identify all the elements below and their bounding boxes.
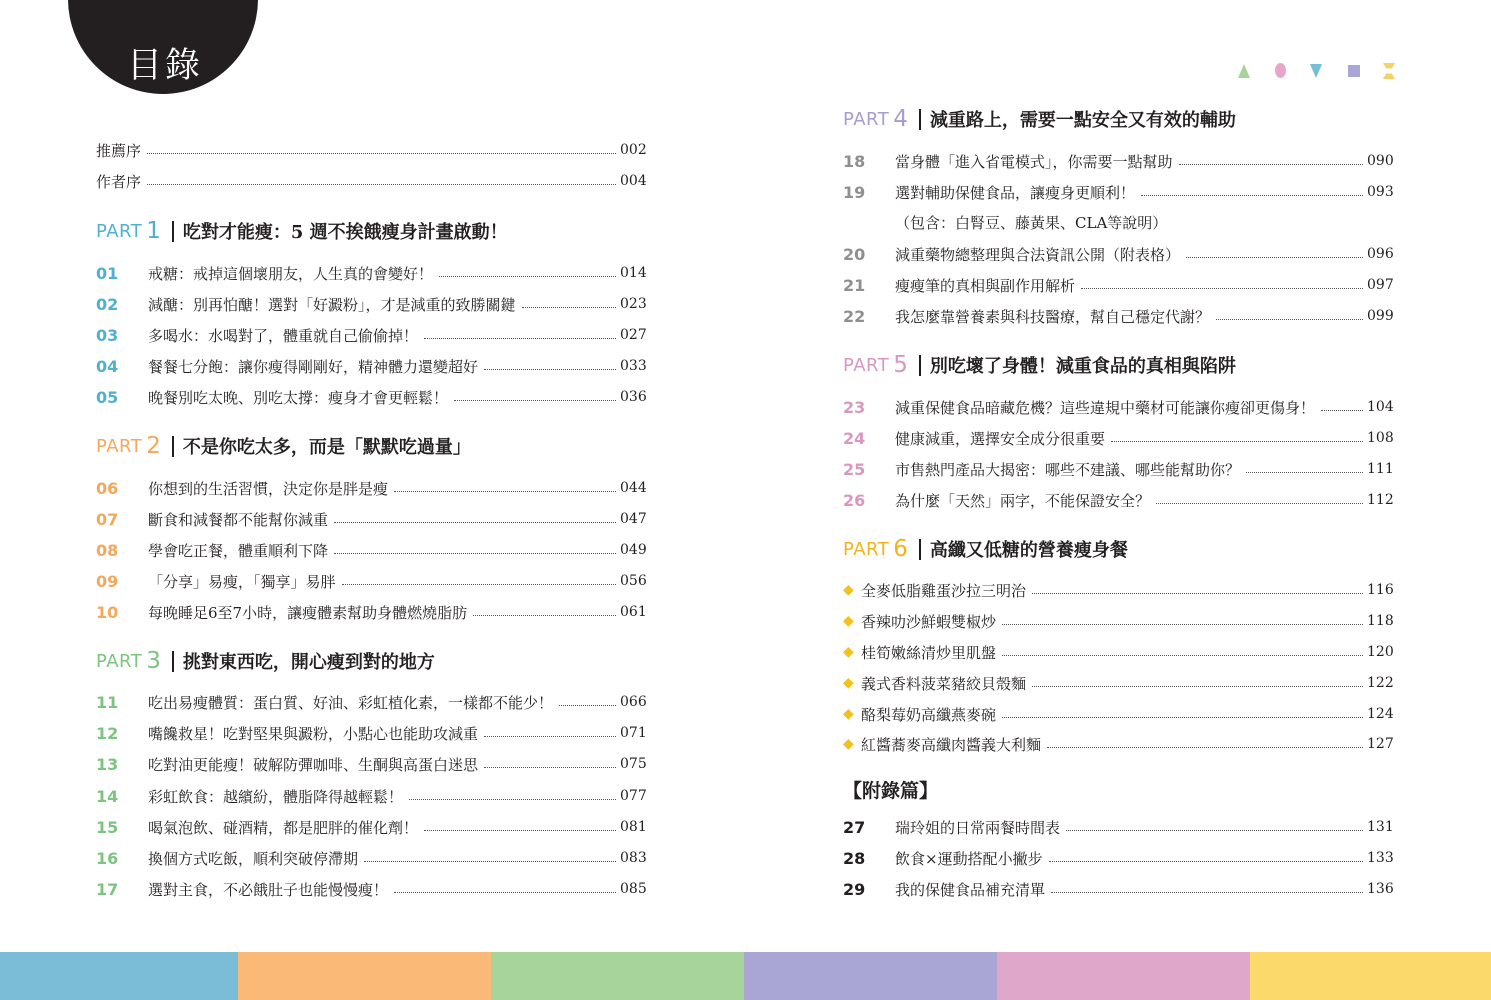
page-number: 131	[1367, 819, 1394, 835]
entry-title: 減重藥物總整理與合法資訊公開（附表格）	[895, 245, 1181, 264]
appendix-heading[interactable]: 【附錄篇】	[843, 779, 939, 802]
chapter-number: 22	[843, 306, 866, 326]
toc-entry[interactable]	[843, 875, 1393, 903]
chapter-number: 13	[96, 754, 119, 774]
leader-dots	[334, 522, 616, 523]
chapter-number: 07	[96, 509, 119, 529]
leader-dots	[1049, 861, 1363, 862]
page-number: 111	[1367, 461, 1394, 477]
chapter-number: 14	[96, 786, 119, 806]
toc-entry[interactable]	[96, 567, 646, 595]
page-number: 104	[1367, 399, 1394, 415]
leader-dots	[334, 553, 616, 554]
leader-dots	[1051, 892, 1363, 893]
chapter-number: 21	[843, 275, 866, 295]
part-4-heading[interactable]	[843, 102, 1393, 136]
entry-title: 每晚睡足6至7小時，讓瘦體素幫助身體燃燒脂肪	[148, 603, 468, 622]
chapter-number: 29	[843, 879, 866, 899]
entry-title: 學會吃正餐，體重順利下降	[148, 541, 329, 560]
page-number: 033	[620, 358, 647, 374]
part-title: 挑對東西吃，開心瘦到對的地方	[182, 652, 435, 673]
entry-title: 作者序	[96, 172, 142, 191]
chapter-number: 03	[96, 325, 119, 345]
part-label: PART	[96, 650, 143, 672]
part-number: 3	[146, 648, 161, 674]
leader-dots	[1081, 288, 1363, 289]
chapter-number: 16	[96, 848, 119, 868]
part-title: 減重路上，需要一點安全又有效的輔助	[929, 110, 1236, 131]
leader-dots	[147, 184, 616, 185]
toc-entry[interactable]	[96, 750, 646, 778]
leader-dots	[1047, 747, 1363, 748]
chapter-number: 18	[843, 151, 866, 171]
entry-title: 健康減重，選擇安全成分很重要	[895, 429, 1106, 448]
page-number: 124	[1367, 706, 1394, 722]
entry-title: 香辣叻沙鮮蝦雙椒炒	[861, 612, 997, 631]
leader-dots	[473, 615, 616, 616]
chapter-number: 19	[843, 182, 866, 202]
page-number: 047	[620, 511, 647, 527]
toc-entry[interactable]	[96, 352, 646, 380]
entry-title: 喝氣泡飲、碰酒精，都是肥胖的催化劑！	[148, 818, 419, 837]
part-2-heading[interactable]	[96, 429, 646, 463]
page-number: 133	[1367, 850, 1394, 866]
page-number: 049	[620, 542, 647, 558]
part-1-heading[interactable]	[96, 214, 646, 248]
leader-dots	[1002, 624, 1363, 625]
toc-entry[interactable]	[96, 259, 646, 287]
part-title: 吃對才能瘦：5 週不挨餓瘦身計畫啟動！	[182, 222, 508, 243]
leader-dots	[409, 799, 616, 800]
toc-entry[interactable]	[843, 271, 1393, 299]
entry-title: 餐餐七分飽：讓你瘦得剛剛好，精神體力還變超好	[148, 357, 479, 376]
leader-dots	[484, 767, 616, 768]
leader-dots	[439, 276, 616, 277]
chapter-number: 25	[843, 459, 866, 479]
part-number: 6	[893, 536, 908, 562]
page-number: 023	[620, 296, 647, 312]
toc-entry[interactable]	[96, 536, 646, 564]
part-label: PART	[843, 538, 890, 560]
page-number: 083	[620, 850, 647, 866]
page-number: 044	[620, 480, 647, 496]
leader-dots	[1032, 686, 1363, 687]
leader-dots	[1186, 257, 1363, 258]
diamond-bullet-icon: ◆	[843, 736, 854, 752]
page-number: 075	[620, 756, 647, 772]
leader-dots	[1321, 410, 1363, 411]
page-number: 014	[620, 265, 647, 281]
entry-title: 選對輔助保健食品，讓瘦身更順利！	[895, 183, 1136, 202]
page-number: 118	[1367, 613, 1394, 629]
part-title: 不是你吃太多，而是「默默吃過量」	[182, 437, 471, 458]
divider	[172, 436, 174, 457]
entry-note: （包含：白腎豆、藤黃果、CLA等說明）	[895, 213, 1168, 232]
page-number: 061	[620, 604, 647, 620]
part-label: PART	[96, 220, 143, 242]
entry-title: 酪梨莓奶高纖燕麥碗	[861, 705, 997, 724]
chapter-number: 02	[96, 294, 119, 314]
leader-dots	[1141, 195, 1363, 196]
recipe-entry[interactable]	[843, 576, 1393, 604]
divider	[919, 109, 921, 130]
decorative-shapes	[1238, 62, 1398, 80]
triangle-up-icon	[1238, 64, 1250, 78]
page-number: 122	[1367, 675, 1394, 691]
leader-dots	[1066, 830, 1363, 831]
toc-entry[interactable]	[843, 240, 1393, 268]
page-number: 056	[620, 573, 647, 589]
part-number: 2	[146, 433, 161, 459]
entry-title: 吃出易瘦體質：蛋白質、好油、彩虹植化素，一樣都不能少！	[148, 693, 554, 712]
leader-dots	[364, 861, 616, 862]
part-number: 5	[893, 352, 908, 378]
part-title: 別吃壞了身體！減重食品的真相與陷阱	[929, 356, 1236, 377]
leader-dots	[1002, 655, 1363, 656]
page-number: 127	[1367, 736, 1394, 752]
part-3-heading[interactable]	[96, 644, 646, 678]
part-number: 4	[893, 106, 908, 132]
chapter-number: 04	[96, 356, 119, 376]
oval-icon	[1275, 63, 1286, 78]
toc-entry[interactable]	[96, 719, 646, 747]
leader-dots	[342, 584, 616, 585]
leader-dots	[1156, 503, 1363, 504]
toc-entry[interactable]	[843, 178, 1393, 206]
leader-dots	[522, 307, 616, 308]
page-number: 027	[620, 327, 647, 343]
toc-entry[interactable]	[96, 813, 646, 841]
chapter-number: 11	[96, 692, 119, 712]
entry-title: 「分享」易瘦，「獨享」易胖	[148, 572, 336, 591]
part-5-heading[interactable]	[843, 348, 1393, 382]
entry-title: 你想到的生活習慣，決定你是胖是瘦	[148, 479, 389, 498]
part-number: 1	[146, 218, 161, 244]
entry-title: 選對主食，不必餓肚子也能慢慢瘦！	[148, 880, 389, 899]
toc-entry[interactable]	[96, 383, 646, 411]
chapter-number: 27	[843, 817, 866, 837]
leader-dots	[394, 491, 616, 492]
chapter-number: 23	[843, 397, 866, 417]
page-number: 093	[1367, 184, 1394, 200]
page-number: 085	[620, 881, 647, 897]
page-number: 071	[620, 725, 647, 741]
toc-entry[interactable]	[843, 393, 1393, 421]
toc-entry[interactable]	[843, 302, 1393, 330]
entry-title: 多喝水：水喝對了，體重就自己偷偷掉！	[148, 326, 419, 345]
toc-entry[interactable]	[96, 167, 646, 195]
toc-entry[interactable]	[96, 598, 646, 626]
footer-color-stripes	[0, 952, 1491, 1000]
entry-title: 我怎麼靠營養素與科技醫療，幫自己穩定代謝？	[895, 307, 1211, 326]
toc-entry[interactable]	[96, 875, 646, 903]
recipe-entry[interactable]	[843, 607, 1393, 635]
page-number: 077	[620, 788, 647, 804]
entry-title: 換個方式吃飯，順利突破停滯期	[148, 849, 359, 868]
stripe-green	[491, 952, 744, 1000]
entry-title: 當身體「進入省電模式」，你需要一點幫助	[895, 152, 1173, 171]
square-icon	[1348, 65, 1360, 77]
entry-title: 瘦瘦筆的真相與副作用解析	[895, 276, 1076, 295]
leader-dots	[484, 736, 616, 737]
leader-dots	[424, 830, 616, 831]
chapter-number: 17	[96, 879, 119, 899]
leader-dots	[484, 369, 616, 370]
entry-title: 晚餐別吃太晚、別吃太撐：瘦身才會更輕鬆！	[148, 388, 449, 407]
part-label: PART	[96, 435, 143, 457]
page-number: 090	[1367, 153, 1394, 169]
hourglass-icon	[1383, 63, 1395, 79]
divider	[919, 355, 921, 376]
toc-entry[interactable]	[843, 486, 1393, 514]
chapter-number: 12	[96, 723, 119, 743]
title-badge	[68, 0, 258, 94]
triangle-down-icon	[1310, 64, 1322, 78]
stripe-pink	[997, 952, 1250, 1000]
part-title: 高纖又低糖的營養瘦身餐	[929, 540, 1128, 561]
page-title: 目錄	[126, 46, 203, 86]
toc-entry[interactable]	[843, 844, 1393, 872]
diamond-bullet-icon: ◆	[843, 582, 854, 598]
chapter-number: 26	[843, 490, 866, 510]
toc-entry[interactable]	[96, 505, 646, 533]
page-number: 002	[620, 142, 647, 158]
leader-dots	[1216, 319, 1363, 320]
entry-title: 為什麼「天然」兩字，不能保證安全？	[895, 491, 1151, 510]
page-number: 066	[620, 694, 647, 710]
entry-title: 吃對油更能瘦！破解防彈咖啡、生酮與高蛋白迷思	[148, 755, 479, 774]
recipe-entry[interactable]	[843, 700, 1393, 728]
page-number: 120	[1367, 644, 1394, 660]
entry-title: 減重保健食品暗藏危機？這些違規中藥材可能讓你瘦卻更傷身！	[895, 398, 1316, 417]
leader-dots	[1246, 472, 1363, 473]
toc-entry[interactable]	[96, 321, 646, 349]
toc-entry[interactable]	[843, 147, 1393, 175]
chapter-number: 15	[96, 817, 119, 837]
page-number: 036	[620, 389, 647, 405]
recipe-entry[interactable]	[843, 638, 1393, 666]
leader-dots	[1111, 441, 1363, 442]
leader-dots	[1032, 593, 1363, 594]
entry-title: 斷食和減餐都不能幫你減重	[148, 510, 329, 529]
leader-dots	[1179, 164, 1363, 165]
diamond-bullet-icon: ◆	[843, 644, 854, 660]
recipe-entry[interactable]	[843, 730, 1393, 758]
leader-dots	[1002, 717, 1363, 718]
recipe-entry[interactable]	[843, 669, 1393, 697]
chapter-number: 10	[96, 602, 119, 622]
entry-title: 彩虹飲食：越繽紛，體脂降得越輕鬆！	[148, 787, 404, 806]
toc-entry[interactable]	[96, 844, 646, 872]
entry-title: 義式香料菠菜豬絞貝殼麵	[861, 674, 1027, 693]
entry-title: 市售熱門產品大揭密：哪些不建議、哪些能幫助你？	[895, 460, 1241, 479]
page-number: 116	[1367, 582, 1394, 598]
toc-entry[interactable]	[843, 455, 1393, 483]
stripe-yellow	[1250, 952, 1491, 1000]
diamond-bullet-icon: ◆	[843, 675, 854, 691]
entry-title: 桂筍嫩絲清炒里肌盤	[861, 643, 997, 662]
chapter-number: 09	[96, 571, 119, 591]
page-number: 099	[1367, 308, 1394, 324]
page-number: 081	[620, 819, 647, 835]
page-number: 112	[1367, 492, 1394, 508]
toc-entry[interactable]	[843, 424, 1393, 452]
chapter-number: 28	[843, 848, 866, 868]
page-number: 004	[620, 173, 647, 189]
leader-dots	[559, 705, 616, 706]
diamond-bullet-icon: ◆	[843, 706, 854, 722]
toc-entry[interactable]	[96, 290, 646, 318]
leader-dots	[147, 153, 616, 154]
chapter-number: 20	[843, 244, 866, 264]
toc-entry[interactable]	[96, 136, 646, 164]
entry-title: 全麥低脂雞蛋沙拉三明治	[861, 581, 1027, 600]
chapter-number: 08	[96, 540, 119, 560]
entry-title: 戒糖：戒掉這個壞朋友，人生真的會變好！	[148, 264, 434, 283]
part-label: PART	[843, 108, 890, 130]
chapter-number: 05	[96, 387, 119, 407]
divider	[919, 539, 921, 560]
page-number: 136	[1367, 881, 1394, 897]
stripe-blue	[0, 952, 238, 1000]
leader-dots	[394, 892, 616, 893]
page-number: 108	[1367, 430, 1394, 446]
leader-dots	[454, 400, 616, 401]
chapter-number: 06	[96, 478, 119, 498]
diamond-bullet-icon: ◆	[843, 613, 854, 629]
entry-title: 推薦序	[96, 141, 142, 160]
page-number: 097	[1367, 277, 1394, 293]
toc-entry[interactable]	[843, 813, 1393, 841]
entry-title: 我的保健食品補充清單	[895, 880, 1046, 899]
entry-title: 紅醬蕎麥高纖肉醬義大利麵	[861, 735, 1042, 754]
chapter-number: 01	[96, 263, 119, 283]
part-label: PART	[843, 354, 890, 376]
part-6-heading[interactable]	[843, 532, 1393, 566]
entry-title: 瑞玲姐的日常兩餐時間表	[895, 818, 1061, 837]
stripe-purple	[744, 952, 997, 1000]
chapter-number: 24	[843, 428, 866, 448]
toc-entry[interactable]	[96, 782, 646, 810]
stripe-orange	[238, 952, 491, 1000]
toc-entry-note	[843, 208, 1393, 236]
leader-dots	[424, 338, 616, 339]
entry-title: 減醣：別再怕醣！選對「好澱粉」，才是減重的致勝關鍵	[148, 295, 516, 314]
page-number: 096	[1367, 246, 1394, 262]
divider	[172, 651, 174, 672]
toc-entry[interactable]	[96, 688, 646, 716]
entry-title: 飲食×運動搭配小撇步	[895, 849, 1043, 868]
entry-title: 嘴饞救星！吃對堅果與澱粉，小點心也能助攻減重	[148, 724, 479, 743]
divider	[172, 221, 174, 242]
toc-entry[interactable]	[96, 474, 646, 502]
